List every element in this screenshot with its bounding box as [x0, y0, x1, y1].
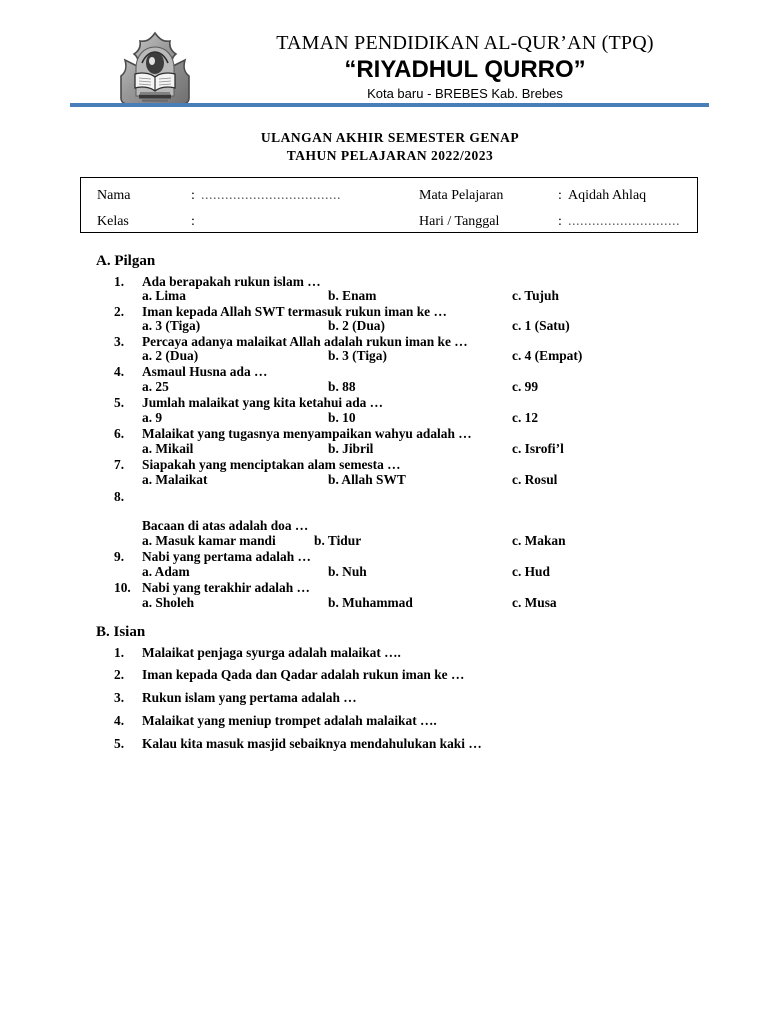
- option-c[interactable]: c. 1 (Satu): [512, 318, 570, 333]
- option-a[interactable]: a. 9: [142, 410, 163, 425]
- option-b[interactable]: b. Jibril: [328, 441, 374, 456]
- question-text: Asmaul Husna ada …: [142, 364, 268, 379]
- question-text: Siapakah yang menciptakan alam semesta …: [142, 457, 401, 472]
- option-a[interactable]: a. Mikail: [142, 441, 194, 456]
- document-header: [70, 26, 710, 104]
- hari-tanggal-label: Hari / Tanggal: [419, 214, 500, 229]
- option-a[interactable]: a. 25: [142, 379, 169, 394]
- option-row: [114, 410, 694, 426]
- option-c[interactable]: c. Hud: [512, 564, 550, 579]
- mata-pelajaran-colon: :: [558, 188, 562, 203]
- nama-input-field[interactable]: ...................................: [201, 188, 341, 203]
- org-name-line2: “RIYADHUL QURRO”: [344, 56, 586, 83]
- option-a[interactable]: a. Adam: [142, 564, 190, 579]
- option-c[interactable]: c. 12: [512, 410, 539, 425]
- org-name-line1: TAMAN PENDIDIKAN AL-QUR’AN (TPQ): [276, 32, 654, 54]
- hari-tanggal-colon: :: [558, 214, 562, 229]
- mata-pelajaran-value: Aqidah Ahlaq: [568, 188, 647, 203]
- kelas-colon: :: [191, 214, 195, 229]
- question-number: 3.: [114, 690, 125, 705]
- question-text: Nabi yang terakhir adalah …: [142, 580, 310, 595]
- question-text: Kalau kita masuk masjid sebaiknya mendahulukan kaki …: [142, 736, 482, 751]
- exam-title-block: [70, 129, 710, 165]
- mata-pelajaran-label: Mata Pelajaran: [419, 188, 504, 203]
- question-number: 9.: [114, 549, 125, 564]
- question-text: Rukun islam yang pertama adalah …: [142, 690, 357, 705]
- question-text: Iman kepada Allah SWT termasuk rukun iman ke …: [142, 304, 447, 319]
- option-row: [114, 441, 694, 457]
- option-row: [114, 379, 694, 395]
- question-number: 4.: [114, 713, 125, 728]
- section-a-heading: A. Pilgan: [96, 253, 156, 269]
- option-b[interactable]: b. Enam: [328, 288, 377, 303]
- kelas-label: Kelas: [97, 214, 129, 229]
- option-a[interactable]: a. Lima: [142, 288, 186, 303]
- option-row: [114, 348, 694, 364]
- hari-tanggal-input-field[interactable]: ............................: [568, 214, 680, 229]
- option-b[interactable]: b. 88: [328, 379, 356, 394]
- option-a[interactable]: a. Sholeh: [142, 595, 195, 610]
- question-text: Malaikat yang meniup trompet adalah malaikat ….: [142, 713, 437, 728]
- question-text: Iman kepada Qada dan Qadar adalah rukun iman ke …: [142, 667, 465, 682]
- option-b[interactable]: b. 3 (Tiga): [328, 348, 387, 363]
- question-text: Malaikat yang tugasnya menyampaikan wahyu adalah …: [142, 426, 472, 441]
- exam-title-line2: TAHUN PELAJARAN 2022/2023: [286, 148, 494, 164]
- option-b[interactable]: b. Tidur: [314, 533, 362, 548]
- option-c[interactable]: c. Makan: [512, 533, 566, 548]
- question-text: Ada berapakah rukun islam …: [142, 274, 321, 289]
- student-info-box: [80, 177, 698, 233]
- option-c[interactable]: c. Musa: [512, 595, 557, 610]
- option-c[interactable]: c. Tujuh: [512, 288, 559, 303]
- question-number: 2.: [114, 304, 125, 319]
- nama-colon: :: [191, 188, 195, 203]
- option-c[interactable]: c. 4 (Empat): [512, 348, 583, 363]
- section-b-heading: B. Isian: [96, 624, 146, 640]
- header-text-block: [220, 32, 710, 101]
- option-row: [114, 288, 694, 304]
- option-row: [114, 472, 694, 488]
- question-number: 1.: [114, 645, 125, 660]
- exam-title-line1: ULANGAN AKHIR SEMESTER GENAP: [260, 130, 520, 145]
- info-row-2: [81, 214, 697, 242]
- option-a[interactable]: a. Masuk kamar mandi: [142, 533, 276, 548]
- option-c[interactable]: c. 99: [512, 379, 539, 394]
- question-number: 8.: [114, 489, 125, 504]
- option-b[interactable]: b. 10: [328, 410, 356, 425]
- org-address-line: Kota baru - BREBES Kab. Brebes: [367, 85, 563, 101]
- option-row: [114, 595, 694, 611]
- question-number: 3.: [114, 334, 125, 349]
- option-b[interactable]: b. Allah SWT: [328, 472, 406, 487]
- question-text: Nabi yang pertama adalah …: [142, 549, 311, 564]
- option-b[interactable]: b. Muhammad: [328, 595, 413, 610]
- option-row: [114, 564, 694, 580]
- option-a[interactable]: a. 3 (Tiga): [142, 318, 201, 333]
- option-c[interactable]: c. Isrofi’l: [512, 441, 564, 456]
- question-number: 2.: [114, 667, 125, 682]
- question-number: 4.: [114, 364, 125, 379]
- question-number: 7.: [114, 457, 125, 472]
- option-c[interactable]: c. Rosul: [512, 472, 558, 487]
- info-row-1: [81, 188, 697, 216]
- option-row: [114, 533, 694, 549]
- option-b[interactable]: b. 2 (Dua): [328, 318, 385, 333]
- tpq-emblem-logo-icon: [112, 30, 198, 108]
- question-number: 6.: [114, 426, 125, 441]
- option-row: [114, 318, 694, 334]
- option-b[interactable]: b. Nuh: [328, 564, 367, 579]
- question-text: Malaikat penjaga syurga adalah malaikat ….: [142, 645, 401, 660]
- question-text: Jumlah malaikat yang kita ketahui ada …: [142, 395, 384, 410]
- option-a[interactable]: a. 2 (Dua): [142, 348, 199, 363]
- option-a[interactable]: a. Malaikat: [142, 472, 208, 487]
- question-text: Percaya adanya malaikat Allah adalah rukun iman ke …: [142, 334, 468, 349]
- question-number: 1.: [114, 274, 125, 289]
- question-number: 5.: [114, 395, 125, 410]
- question-caption: Bacaan di atas adalah doa …: [142, 518, 309, 533]
- nama-label: Nama: [97, 188, 131, 203]
- header-divider-rule-accent: [600, 104, 709, 106]
- question-number: 10.: [114, 580, 131, 595]
- question-number: 5.: [114, 736, 125, 751]
